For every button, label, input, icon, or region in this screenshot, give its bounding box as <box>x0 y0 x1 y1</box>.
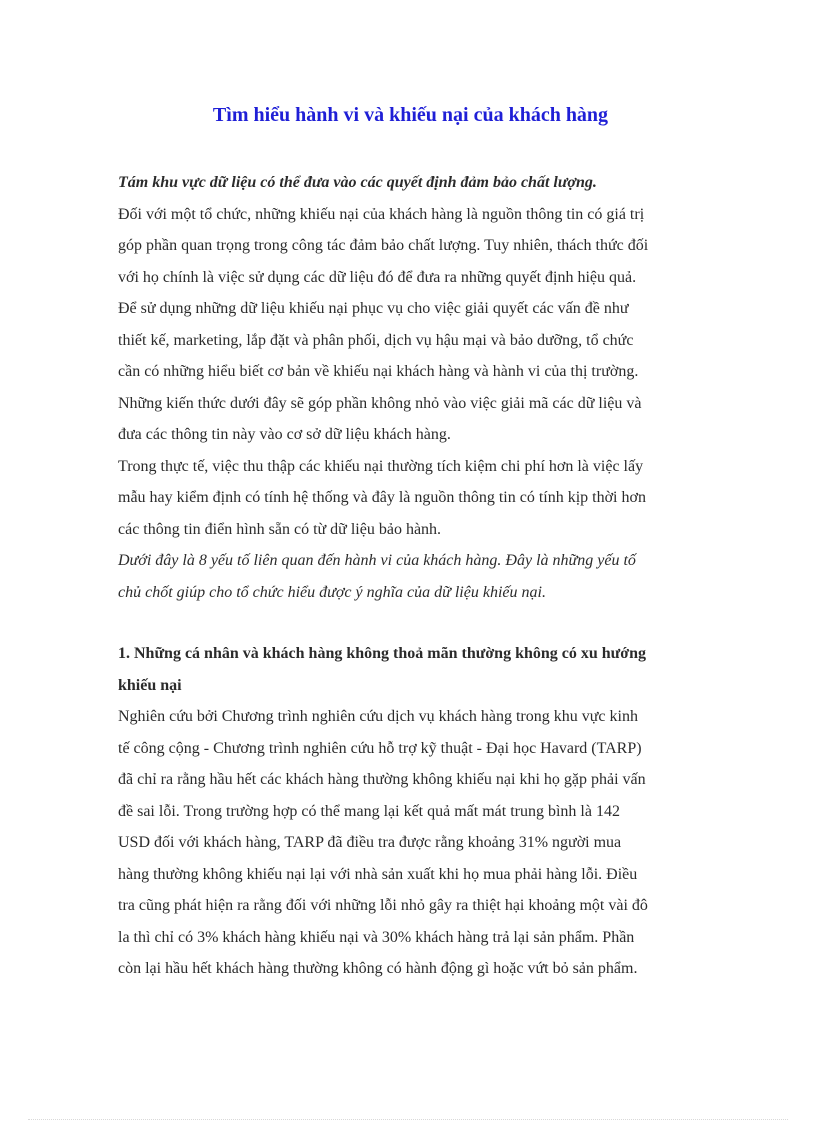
intro-heading: Tám khu vực dữ liệu có thể đưa vào các quyết định đảm bảo chất lượng. <box>118 174 597 191</box>
paragraph-line: tra cũng phát hiện ra rằng đối với những lỗi nhỏ gây ra thiệt hại khoảng một vài đô <box>118 897 648 914</box>
section-heading-line: 1. Những cá nhân và khách hàng không thoả mãn thường không có xu hướng <box>118 645 647 662</box>
document-page <box>118 95 703 985</box>
paragraph-line: đề sai lỗi. Trong trường hợp có thể mang lại kết quả mất mát trung bình là 142 <box>118 802 620 820</box>
italic-line: Dưới đây là 8 yếu tố liên quan đến hành vi của khách hàng. Đây là những yếu tố <box>118 552 636 569</box>
paragraph-line: la thì chỉ có 3% khách hàng khiếu nại và 30% khách hàng trả lại sản phẩm. Phần <box>118 928 635 946</box>
paragraph-line: Để sử dụng những dữ liệu khiếu nại phục vụ cho việc giải quyết các vấn đề như <box>118 300 629 317</box>
paragraph-line: thiết kế, marketing, lắp đặt và phân phối, dịch vụ hậu mại và bảo dưỡng, tổ chức <box>118 331 634 349</box>
spacer <box>118 608 703 638</box>
section-1-heading <box>118 638 703 701</box>
paragraph-line: đưa các thông tin này vào cơ sở dữ liệu khách hàng. <box>118 426 451 443</box>
paragraph-line: Đối với một tổ chức, những khiếu nại của khách hàng là nguồn thông tin có giá trị <box>118 205 645 223</box>
section-heading-line: khiếu nại <box>118 676 182 694</box>
document-title: Tìm hiểu hành vi và khiếu nại của khách hàng <box>212 104 609 126</box>
paragraph-line: đã chỉ ra rằng hầu hết các khách hàng thường không khiếu nại khi họ gặp phải vấn <box>118 771 646 788</box>
section-1-body <box>118 701 703 985</box>
paragraph-line: góp phần quan trọng trong công tác đảm bảo chất lượng. Tuy nhiên, thách thức đối <box>118 237 649 254</box>
paragraph-line: tế công cộng - Chương trình nghiên cứu hỗ trợ kỹ thuật - Đại học Havard (TARP) <box>118 739 642 757</box>
paragraph-1 <box>118 199 703 451</box>
page-bottom-divider <box>28 1119 788 1120</box>
paragraph-line: cần có những hiểu biết cơ bản về khiếu nại khách hàng và hành vi của thị trường. <box>118 363 639 380</box>
paragraph-line: Trong thực tế, việc thu thập các khiếu nại thường tích kiệm chi phí hơn là việc lấy <box>118 457 644 475</box>
paragraph-line: Những kiến thức dưới đây sẽ góp phần không nhỏ vào việc giải mã các dữ liệu và <box>118 394 642 412</box>
paragraph-line: USD đối với khách hàng, TARP đã điều tra được rằng khoảng 31% người mua <box>118 834 622 851</box>
paragraph-line: Nghiên cứu bởi Chương trình nghiên cứu dịch vụ khách hàng trong khu vực kinh <box>118 708 638 725</box>
paragraph-line: hàng thường không khiếu nại lại với nhà sản xuất khi họ mua phải hàng lỗi. Điều <box>118 865 638 883</box>
paragraph-line: còn lại hầu hết khách hàng thường không có hành động gì hoặc vứt bỏ sản phẩm. <box>118 960 638 977</box>
italic-intro <box>118 545 703 608</box>
paragraph-2 <box>118 451 703 546</box>
italic-line: chủ chốt giúp cho tổ chức hiểu được ý nghĩa của dữ liệu khiếu nại. <box>118 583 546 601</box>
paragraph-line: mẫu hay kiểm định có tính hệ thống và đây là nguồn thông tin có tính kịp thời hơn <box>118 489 646 506</box>
paragraph-line: với họ chính là việc sử dụng các dữ liệu đó để đưa ra những quyết định hiệu quả. <box>118 268 637 286</box>
paragraph-line: các thông tin điển hình sẵn có từ dữ liệu bảo hành. <box>118 520 442 538</box>
